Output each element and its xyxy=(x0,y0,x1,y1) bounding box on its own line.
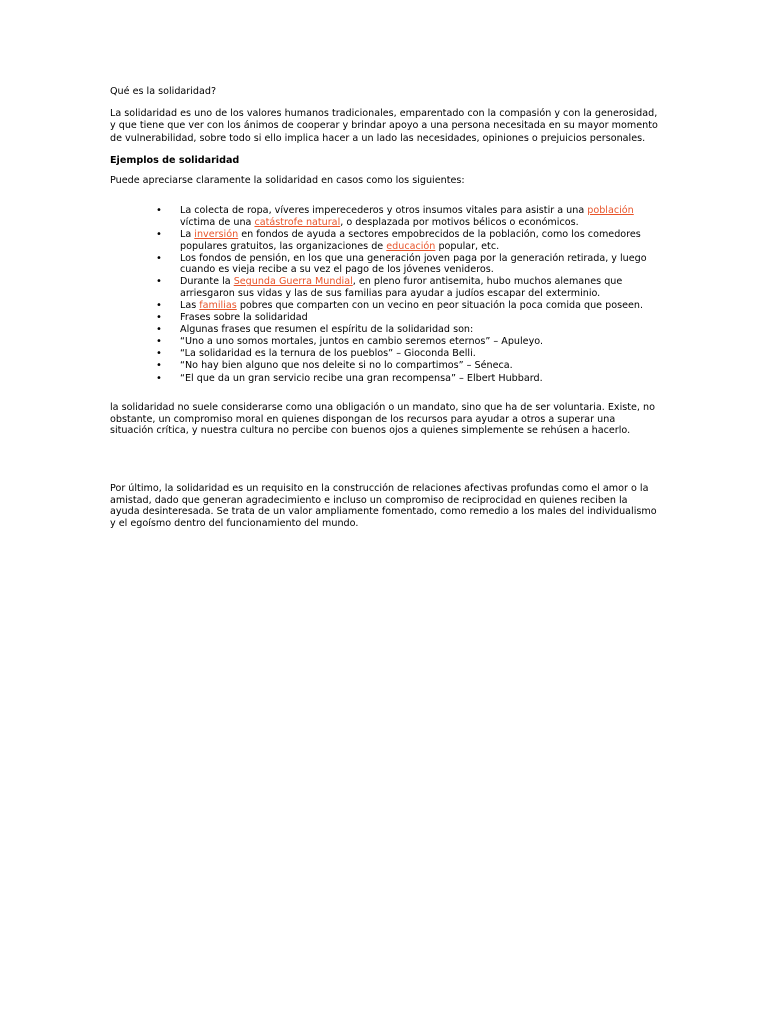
closing-paragraph-1: la solidaridad no suele considerarse como una obligación o un mandato, sino que ha de ser voluntaria. Existe, no obstante, un compromiso moral en quienes dispongan de los recursos para ayudar a otros a superar una situación crítica, y nuestra cultura no percibe con buenos ojos a quienes simplemente se rehúsen a hacerlo. xyxy=(110,402,655,437)
bullet-icon: • xyxy=(156,252,162,264)
item-text: Durante la xyxy=(180,276,234,288)
bullet-icon: • xyxy=(156,228,162,240)
link-inversion[interactable]: inversión xyxy=(194,228,239,240)
bullet-icon: • xyxy=(156,276,162,288)
item-text: en fondos de ayuda a sectores empobrecidos de la población, como los comedores populares gratuitos, las organizaciones de xyxy=(180,228,641,252)
item-text: “El que da un gran servicio recibe una gran recompensa” – Elbert Hubbard. xyxy=(180,372,543,384)
bullet-icon: • xyxy=(156,348,162,360)
link-segunda-guerra-mundial[interactable]: Segunda Guerra Mundial xyxy=(233,276,353,288)
list-item xyxy=(156,228,660,252)
examples-lead: Puede apreciarse claramente la solidaridad en casos como los siguientes: xyxy=(110,175,465,187)
list-item xyxy=(156,324,660,336)
item-text: “La solidaridad es la ternura de los pueblos” – Gioconda Belli. xyxy=(180,348,476,360)
item-text: Los fondos de pensión, en los que una generación joven paga por la generación retirada, y luego cuando es vieja recibe a su vez el pago de los jóvenes venideros. xyxy=(180,252,647,276)
bullet-icon: • xyxy=(156,360,162,372)
examples-list xyxy=(110,205,660,384)
item-text: Frases sobre la solidaridad xyxy=(180,312,308,324)
item-text: Las xyxy=(180,299,200,311)
list-item xyxy=(156,276,660,299)
list-item xyxy=(156,348,660,360)
bullet-icon: • xyxy=(156,205,162,217)
item-text: Algunas frases que resumen el espíritu de la solidaridad son: xyxy=(180,324,474,336)
link-educacion[interactable]: educación xyxy=(386,240,436,252)
document-page xyxy=(110,86,660,529)
item-text: popular, etc. xyxy=(435,240,500,252)
link-familias[interactable]: familias xyxy=(199,299,237,311)
link-catastrofe-natural[interactable]: catástrofe natural xyxy=(254,216,341,228)
question-title: Qué es la solidaridad? xyxy=(110,86,217,97)
item-text: , en pleno furor antisemita, hubo muchos alemanes que arriesgaron sus vidas y las de sus familias para ayudar a judíos escapar del exterminio. xyxy=(180,276,623,299)
bullet-icon: • xyxy=(156,299,162,311)
item-text: “Uno a uno somos mortales, juntos en cambio seremos eternos” – Apuleyo. xyxy=(180,336,543,348)
bullet-icon: • xyxy=(156,336,162,348)
list-item xyxy=(156,299,660,312)
closing-paragraph-2-block xyxy=(110,483,660,529)
item-text: “No hay bien alguno que nos deleite si no lo compartimos” – Séneca. xyxy=(180,360,513,372)
item-text: víctima de una xyxy=(180,216,255,228)
list-item xyxy=(156,360,660,372)
item-text: pobres que comparten con un vecino en peor situación la poca comida que poseen. xyxy=(236,299,644,311)
list-item xyxy=(156,205,660,228)
item-text: , o desplazada por motivos bélicos o económicos. xyxy=(340,216,579,228)
link-poblacion[interactable]: población xyxy=(587,205,634,217)
bullet-icon: • xyxy=(156,312,162,324)
list-item xyxy=(156,372,660,385)
item-text: La xyxy=(180,228,195,240)
closing-paragraph-1-block xyxy=(110,402,660,437)
examples-heading: Ejemplos de solidaridad xyxy=(110,154,240,166)
closing-paragraph-2: Por último, la solidaridad es un requisito en la construcción de relaciones afectivas profundas como el amor o la amistad, dado que generan agradecimiento e incluso un compromiso de reciprocidad en quienes reciben la ayuda desinteresada. Se trata de un valor ampliamente fomentado, como remedio a los males del individualismo y el egoísmo dentro del funcionamiento del mundo. xyxy=(110,482,657,529)
list-item xyxy=(156,312,660,324)
list-item xyxy=(156,336,660,348)
bullet-icon: • xyxy=(156,324,162,336)
item-text: La colecta de ropa, víveres imperecederos y otros insumos vitales para asistir a una xyxy=(180,205,588,217)
intro-paragraph: La solidaridad es uno de los valores humanos tradicionales, emparentado con la compasión y con la generosidad, y que tiene que ver con los ánimos de cooperar y brindar apoyo a una persona necesitada en su mayor momento de vulnerabilidad, sobre todo si ello implica hacer a un lado las necesidades, opiniones o prejuicios personales. xyxy=(110,108,658,144)
bullet-icon: • xyxy=(156,372,162,384)
list-item xyxy=(156,252,660,276)
